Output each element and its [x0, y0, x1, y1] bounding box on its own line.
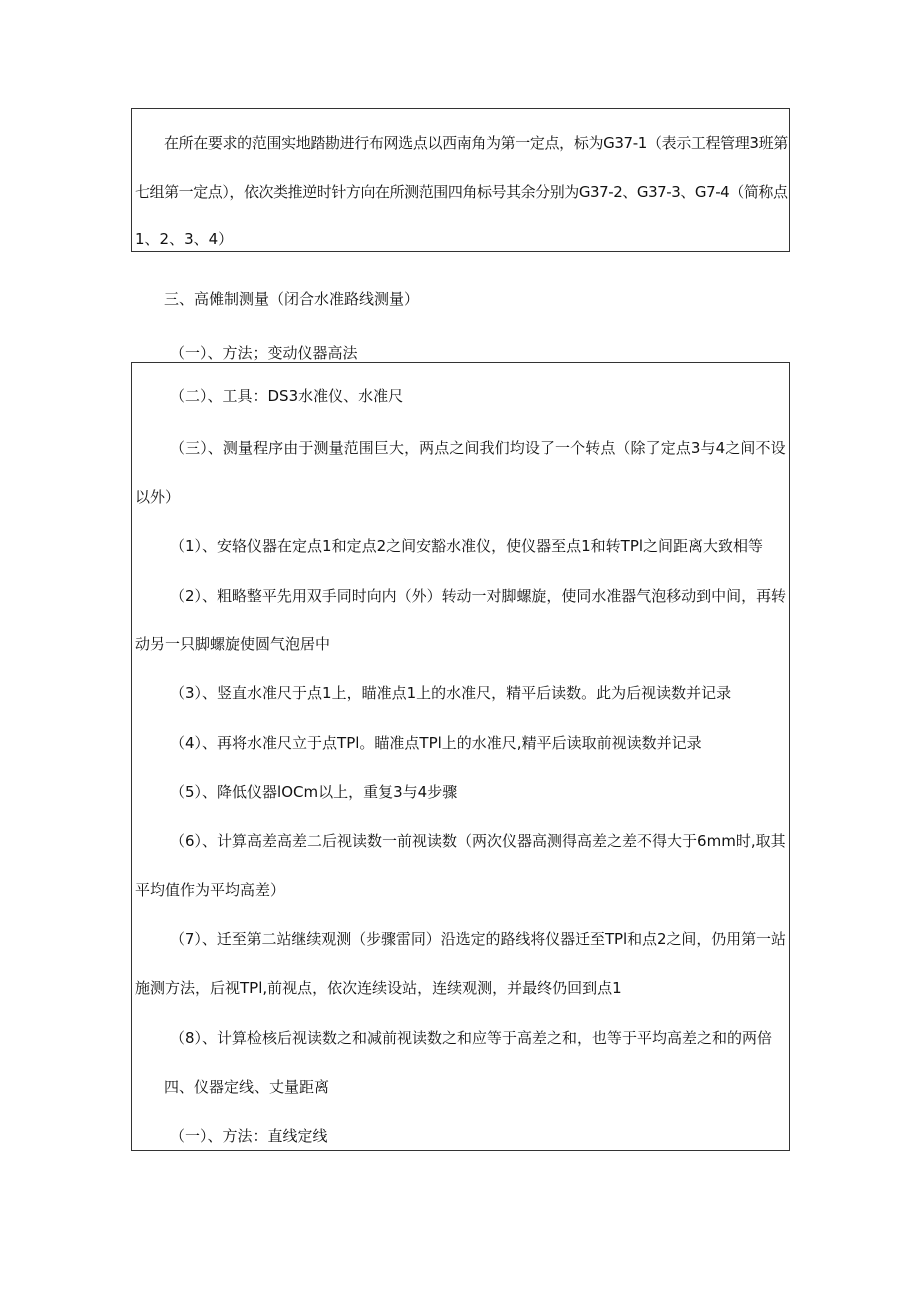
step-3: （3）、竖直水准尺于点1上，瞄准点1上的水准尺，精平后读数。此为后视读数并记录 — [170, 684, 732, 702]
step-6: （6）、计算高差高差二后视读数一前视读数（两次仪器高测得高差之差不得大于6mm时,取其 — [170, 832, 786, 850]
step-2-cont: 动另一只脚螺旋使圆气泡居中 — [135, 635, 331, 653]
step-8: （8）、计算检核后视读数之和减前视读数之和应等于高差之和，也等于平均高差之和的两倍 — [170, 1029, 773, 1047]
section-heading: 四、仪器定线、丈量距离 — [164, 1078, 330, 1096]
section-heading: 三、高傩制测量（闭合水准路线测量） — [164, 290, 420, 308]
step-7: （7）、迁至第二站继续观测（步骤雷同）沿选定的路线将仪器迁至TPl和点2之间，仍用第一站 — [170, 930, 786, 948]
step-6-cont: 平均值作为平均高差） — [135, 881, 286, 899]
paragraph-line: 七组第一定点），依次类推逆时针方向在所测范围四角标号其余分别为G37-2、G37-3、G7-4（简称点 — [135, 183, 788, 201]
procedure-line: （三）、测量程序由于测量范围巨大，两点之间我们均设了一个转点（除了定点3与4之间不设 — [170, 439, 786, 457]
paragraph-line: 1、2、3、4） — [135, 230, 234, 248]
step-1: （1）、安辂仪器在定点1和定点2之间安豁水准仪，使仪器至点1和转TPl之间距离大致相等 — [170, 537, 764, 555]
method-line: （一）、方法；变动仪器高法 — [170, 344, 358, 362]
tool-line: （二）、工具：DS3水准仪、水准尺 — [170, 387, 404, 405]
step-5: （5）、降低仪器lOCm以上，重复3与4步骤 — [170, 783, 458, 801]
step-7-cont: 施测方法，后视TPl,前视点，依次连续设站，连续观测，并最终仍回到点1 — [135, 979, 622, 997]
procedure-line: 以外） — [135, 488, 181, 506]
step-2: （2）、粗略整平先用双手同时向内（外）转动一对脚螺旋，使同水准器气泡移动到中间，再转 — [170, 587, 787, 605]
step-4: （4）、再将水准尺立于点TPl。瞄准点TPl上的水准尺,精平后读取前视读数并记录 — [170, 734, 702, 752]
method-line: （一）、方法：直线定线 — [170, 1127, 328, 1145]
paragraph-line: 在所在要求的范围实地踏勘进行布网选点以西南角为第一定点，标为G37-1（表示工程管理3班第 — [164, 134, 788, 152]
